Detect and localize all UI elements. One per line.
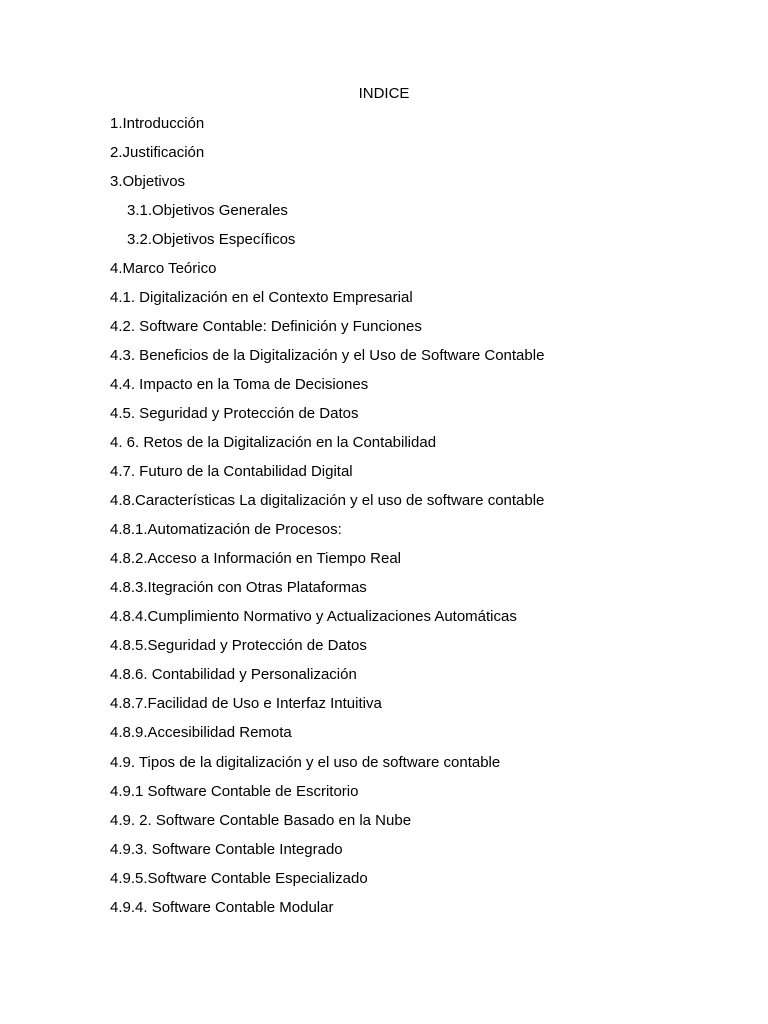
toc-entry: 4.8.7.Facilidad de Uso e Interfaz Intuitiva xyxy=(110,695,382,713)
toc-entry: 4.9.1 Software Contable de Escritorio xyxy=(110,782,359,800)
toc-entry: 4.4. Impacto en la Toma de Decisiones xyxy=(110,375,369,393)
toc-entry: 4.Marco Teórico xyxy=(110,259,217,277)
toc-entry: 4.8.6. Contabilidad y Personalización xyxy=(110,666,357,684)
table-of-contents xyxy=(110,114,670,927)
toc-entry: 4.8.9.Accesibilidad Remota xyxy=(110,724,292,742)
toc-entry: 4.8.4.Cumplimiento Normativo y Actualizaciones Automáticas xyxy=(110,608,517,626)
toc-entry: 1.Introducción xyxy=(110,114,205,132)
toc-entry: 4. 6. Retos de la Digitalización en la Contabilidad xyxy=(110,434,437,452)
toc-entry: 4.8.2.Acceso a Información en Tiempo Real xyxy=(110,550,401,568)
toc-entry: 4.8.1.Automatización de Procesos: xyxy=(110,521,342,539)
toc-entry: 4.3. Beneficios de la Digitalización y el Uso de Software Contable xyxy=(110,346,545,364)
toc-entry: 4.9. 2. Software Contable Basado en la Nube xyxy=(110,811,412,829)
toc-entry: 4.7. Futuro de la Contabilidad Digital xyxy=(110,463,353,481)
toc-entry: 4.8.3.Itegración con Otras Plataformas xyxy=(110,579,367,597)
toc-entry: 4.2. Software Contable: Definición y Funciones xyxy=(110,317,422,335)
toc-entry: 4.8.Características La digitalización y el uso de software contable xyxy=(110,492,545,510)
toc-entry: 4.9. Tipos de la digitalización y el uso de software contable xyxy=(110,753,501,771)
toc-entry: 4.1. Digitalización en el Contexto Empresarial xyxy=(110,288,413,306)
toc-entry: 4.9.3. Software Contable Integrado xyxy=(110,840,343,858)
toc-entry: 3.2.Objetivos Específicos xyxy=(127,230,296,248)
toc-entry: 3.Objetivos xyxy=(110,172,186,190)
toc-entry: 3.1.Objetivos Generales xyxy=(127,201,288,219)
toc-entry: 4.9.5.Software Contable Especializado xyxy=(110,869,368,887)
toc-entry: 4.9.4. Software Contable Modular xyxy=(110,898,334,916)
toc-entry: 2.Justificación xyxy=(110,143,205,161)
toc-entry: 4.8.5.Seguridad y Protección de Datos xyxy=(110,637,367,655)
index-title: INDICE xyxy=(358,85,410,102)
toc-entry: 4.5. Seguridad y Protección de Datos xyxy=(110,404,359,422)
